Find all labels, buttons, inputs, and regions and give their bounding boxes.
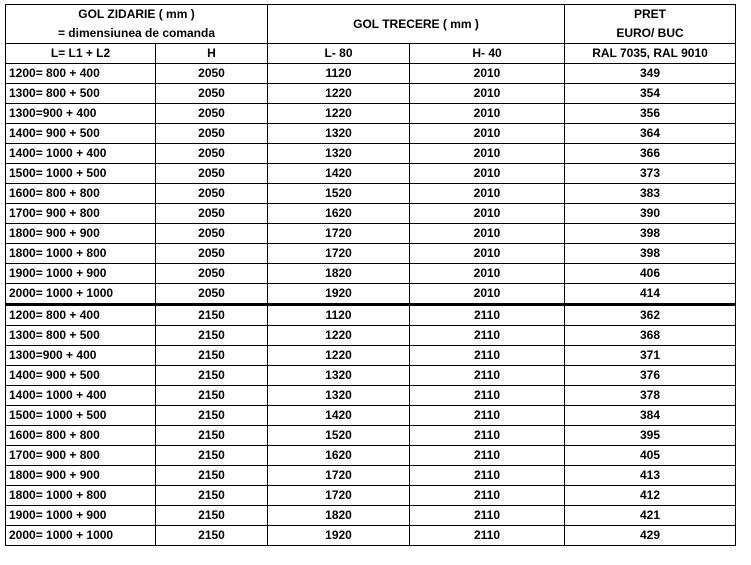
header-pret-line1: PRET: [634, 7, 667, 21]
cell-h40: 2010: [410, 264, 565, 284]
cell-h: 2050: [156, 184, 268, 204]
cell-h: 2050: [156, 164, 268, 184]
cell-dimension: 1900= 1000 + 900: [6, 264, 156, 284]
table-row: [6, 244, 736, 264]
cell-h: 2050: [156, 264, 268, 284]
cell-h40: 2010: [410, 184, 565, 204]
cell-l80: 1720: [268, 486, 410, 506]
cell-h40: 2010: [410, 284, 565, 305]
cell-price: 384: [565, 406, 736, 426]
table-row: [6, 204, 736, 224]
cell-h40: 2010: [410, 244, 565, 264]
cell-h: 2050: [156, 104, 268, 124]
cell-l80: 1920: [268, 526, 410, 546]
cell-price: 405: [565, 446, 736, 466]
header-pret-line2: EURO/ BUC: [616, 26, 684, 40]
cell-price: 406: [565, 264, 736, 284]
cell-price: 390: [565, 204, 736, 224]
cell-l80: 1420: [268, 164, 410, 184]
cell-h: 2150: [156, 486, 268, 506]
cell-price: 383: [565, 184, 736, 204]
cell-dimension: 1800= 900 + 900: [6, 224, 156, 244]
cell-h: 2050: [156, 144, 268, 164]
table-row: [6, 386, 736, 406]
cell-dimension: 1300=900 + 400: [6, 104, 156, 124]
cell-h: 2150: [156, 386, 268, 406]
cell-h40: 2110: [410, 305, 565, 326]
cell-l80: 1720: [268, 244, 410, 264]
cell-price: 371: [565, 346, 736, 366]
cell-l80: 1320: [268, 124, 410, 144]
cell-dimension: 1700= 900 + 800: [6, 446, 156, 466]
cell-dimension: 2000= 1000 + 1000: [6, 284, 156, 305]
table-header: [6, 5, 736, 64]
cell-price: 398: [565, 244, 736, 264]
cell-l80: 1720: [268, 466, 410, 486]
cell-l80: 1320: [268, 386, 410, 406]
cell-h40: 2110: [410, 486, 565, 506]
cell-h: 2050: [156, 284, 268, 305]
cell-price: 412: [565, 486, 736, 506]
cell-h40: 2110: [410, 466, 565, 486]
table-row: [6, 446, 736, 466]
cell-h40: 2110: [410, 506, 565, 526]
cell-l80: 1520: [268, 184, 410, 204]
cell-h40: 2010: [410, 224, 565, 244]
cell-h: 2150: [156, 346, 268, 366]
cell-dimension: 1800= 1000 + 800: [6, 486, 156, 506]
cell-l80: 1120: [268, 305, 410, 326]
cell-price: 413: [565, 466, 736, 486]
cell-h40: 2010: [410, 164, 565, 184]
cell-dimension: 1800= 900 + 900: [6, 466, 156, 486]
table-row: [6, 124, 736, 144]
cell-l80: 1420: [268, 406, 410, 426]
cell-l80: 1120: [268, 64, 410, 84]
cell-price: 373: [565, 164, 736, 184]
cell-h: 2150: [156, 466, 268, 486]
cell-price: 429: [565, 526, 736, 546]
cell-dimension: 1300= 800 + 500: [6, 326, 156, 346]
cell-price: 349: [565, 64, 736, 84]
table-row: [6, 366, 736, 386]
cell-dimension: 2000= 1000 + 1000: [6, 526, 156, 546]
cell-dimension: 1400= 1000 + 400: [6, 386, 156, 406]
table-row: [6, 526, 736, 546]
cell-dimension: 1700= 900 + 800: [6, 204, 156, 224]
cell-h: 2050: [156, 124, 268, 144]
cell-l80: 1320: [268, 144, 410, 164]
cell-h40: 2110: [410, 386, 565, 406]
cell-price: 398: [565, 224, 736, 244]
cell-l80: 1520: [268, 426, 410, 446]
cell-dimension: 1900= 1000 + 900: [6, 506, 156, 526]
cell-l80: 1920: [268, 284, 410, 305]
cell-h: 2150: [156, 366, 268, 386]
cell-h40: 2110: [410, 346, 565, 366]
cell-h40: 2010: [410, 64, 565, 84]
cell-h: 2050: [156, 204, 268, 224]
table-row: [6, 64, 736, 84]
cell-price: 421: [565, 506, 736, 526]
cell-price: 368: [565, 326, 736, 346]
cell-l80: 1820: [268, 506, 410, 526]
table-row: [6, 84, 736, 104]
cell-h40: 2110: [410, 426, 565, 446]
cell-h: 2150: [156, 406, 268, 426]
cell-price: 378: [565, 386, 736, 406]
cell-dimension: 1600= 800 + 800: [6, 426, 156, 446]
cell-h40: 2110: [410, 326, 565, 346]
cell-dimension: 1400= 1000 + 400: [6, 144, 156, 164]
cell-price: 356: [565, 104, 736, 124]
cell-l80: 1220: [268, 84, 410, 104]
table-row: [6, 506, 736, 526]
header-gol-trecere: GOL TRECERE ( mm ): [268, 5, 565, 44]
header-row-sub: [6, 44, 736, 64]
cell-dimension: 1200= 800 + 400: [6, 305, 156, 326]
subheader-h40: H- 40: [410, 44, 565, 64]
cell-dimension: 1500= 1000 + 500: [6, 164, 156, 184]
table-row: [6, 346, 736, 366]
cell-h: 2050: [156, 64, 268, 84]
cell-h: 2150: [156, 506, 268, 526]
cell-l80: 1220: [268, 104, 410, 124]
cell-dimension: 1300=900 + 400: [6, 346, 156, 366]
cell-price: 395: [565, 426, 736, 446]
subheader-l: L= L1 + L2: [6, 44, 156, 64]
table-row: [6, 466, 736, 486]
table-body: [6, 64, 736, 546]
cell-l80: 1720: [268, 224, 410, 244]
table-row: [6, 486, 736, 506]
cell-h40: 2010: [410, 104, 565, 124]
cell-h40: 2110: [410, 526, 565, 546]
cell-h: 2150: [156, 426, 268, 446]
cell-l80: 1620: [268, 446, 410, 466]
cell-price: 376: [565, 366, 736, 386]
header-gol-zidarie-line2: = dimensiunea de comanda: [57, 26, 216, 40]
table-row: [6, 104, 736, 124]
cell-l80: 1320: [268, 366, 410, 386]
table-row: [6, 406, 736, 426]
cell-dimension: 1600= 800 + 800: [6, 184, 156, 204]
cell-h: 2050: [156, 84, 268, 104]
header-gol-zidarie: [6, 5, 268, 44]
cell-price: 364: [565, 124, 736, 144]
header-gol-zidarie-line1: GOL ZIDARIE ( mm ): [78, 7, 195, 21]
cell-h40: 2110: [410, 366, 565, 386]
cell-dimension: 1400= 900 + 500: [6, 366, 156, 386]
table-row: [6, 264, 736, 284]
cell-price: 414: [565, 284, 736, 305]
cell-dimension: 1300= 800 + 500: [6, 84, 156, 104]
cell-h40: 2110: [410, 446, 565, 466]
table-row: [6, 144, 736, 164]
cell-h: 2050: [156, 224, 268, 244]
cell-price: 362: [565, 305, 736, 326]
cell-h: 2050: [156, 244, 268, 264]
table-row: [6, 426, 736, 446]
subheader-l80: L- 80: [268, 44, 410, 64]
cell-dimension: 1800= 1000 + 800: [6, 244, 156, 264]
table-row: [6, 184, 736, 204]
header-pret: [565, 5, 736, 44]
cell-h40: 2010: [410, 124, 565, 144]
table-row: [6, 305, 736, 326]
cell-h40: 2010: [410, 84, 565, 104]
cell-dimension: 1200= 800 + 400: [6, 64, 156, 84]
cell-h: 2150: [156, 305, 268, 326]
cell-h40: 2010: [410, 144, 565, 164]
subheader-h: H: [156, 44, 268, 64]
cell-dimension: 1500= 1000 + 500: [6, 406, 156, 426]
cell-l80: 1620: [268, 204, 410, 224]
table-row: [6, 224, 736, 244]
cell-h: 2150: [156, 446, 268, 466]
cell-l80: 1220: [268, 346, 410, 366]
price-table: [5, 4, 736, 546]
table-row: [6, 326, 736, 346]
subheader-ral: RAL 7035, RAL 9010: [565, 44, 736, 64]
cell-h40: 2110: [410, 406, 565, 426]
header-row-main: [6, 5, 736, 44]
table-row: [6, 284, 736, 305]
cell-l80: 1820: [268, 264, 410, 284]
cell-price: 354: [565, 84, 736, 104]
cell-dimension: 1400= 900 + 500: [6, 124, 156, 144]
table-row: [6, 164, 736, 184]
cell-h40: 2010: [410, 204, 565, 224]
cell-h: 2150: [156, 526, 268, 546]
cell-price: 366: [565, 144, 736, 164]
cell-l80: 1220: [268, 326, 410, 346]
cell-h: 2150: [156, 326, 268, 346]
